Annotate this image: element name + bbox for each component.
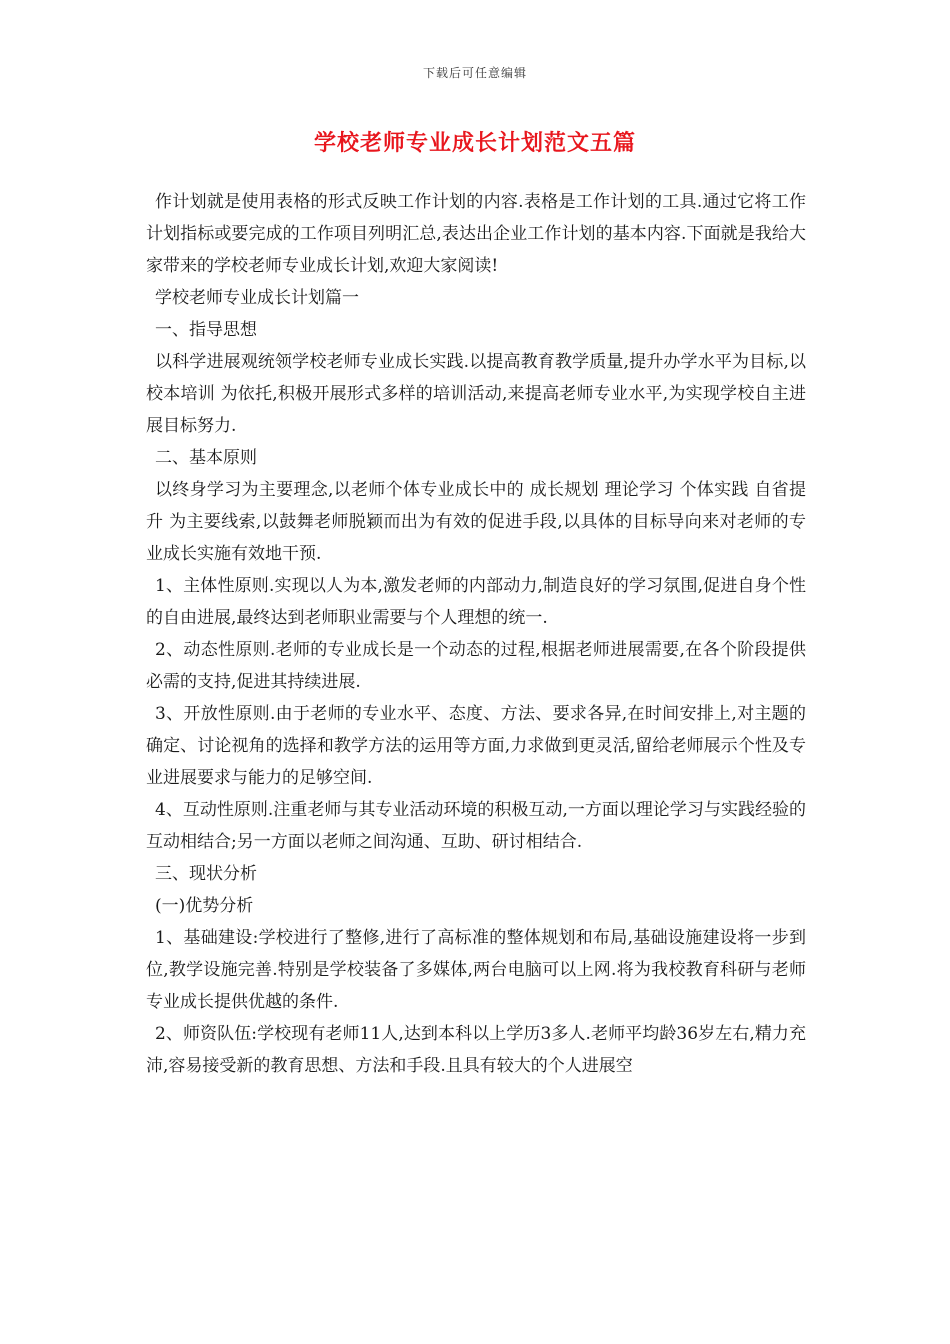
paragraph-intro: 作计划就是使用表格的形式反映工作计划的内容.表格是工作计划的工具.通过它将工作计划指标或要完成的工作项目列明汇总,表达出企业工作计划的基本内容.下面就是我给大家带来的学校老师专业成长计划,欢迎大家阅读! (146, 192, 806, 276)
paragraph-principle-1: 1、主体性原则.实现以人为本,激发老师的内部动力,制造良好的学习氛围,促进自身个性的自由进展,最终达到老师职业需要与个人理想的统一. (146, 576, 806, 628)
paragraph-heading-guiding: 一、指导思想 (155, 320, 257, 340)
document-title: 学校老师专业成长计划范文五篇 (313, 130, 636, 156)
paragraph-heading-status: 三、现状分析 (155, 864, 257, 884)
header-note: 下载后可任意编辑 (422, 66, 527, 80)
paragraph-principle-2: 2、动态性原则.老师的专业成长是一个动态的过程,根据老师进展需要,在各个阶段提供必需的支持,促进其持续进展. (146, 640, 806, 692)
paragraph-principle-4: 4、互动性原则.注重老师与其专业活动环境的积极互动,一方面以理论学习与实践经验的互动相结合;另一方面以老师之间沟通、互助、研讨相结合. (146, 800, 806, 852)
document-body (146, 186, 806, 1082)
paragraph-principle-3: 3、开放性原则.由于老师的专业水平、态度、方法、要求各异,在时间安排上,对主题的确定、讨论视角的选择和教学方法的运用等方面,力求做到更灵活,留给老师展示个性及专业进展要求与能力的足够空间. (146, 704, 806, 788)
paragraph-guiding-text: 以科学进展观统领学校老师专业成长实践.以提高教育教学质量,提升办学水平为目标,以 校本培训 为依托,积极开展形式多样的培训活动,来提高老师专业水平,为实现学校自主进展目标努力. (146, 352, 806, 436)
paragraph-advantage-2: 2、师资队伍:学校现有老师11人,达到本科以上学历3多人.老师平均龄36岁左右,精力充沛,容易接受新的教育思想、方法和手段.且具有较大的个人进展空 (146, 1024, 806, 1076)
paragraph-advantage-1: 1、基础建设:学校进行了整修,进行了高标准的整体规划和布局,基础设施建设将一步到位,教学设施完善.特别是学校装备了多媒体,两台电脑可以上网.将为我校教育科研与老师专业成长提供优越的条件. (146, 928, 806, 1012)
paragraph-section-heading: 学校老师专业成长计划篇一 (155, 288, 359, 308)
paragraph-heading-principles: 二、基本原则 (155, 448, 257, 468)
paragraph-heading-advantages: (一)优势分析 (155, 896, 254, 916)
paragraph-principles-text: 以终身学习为主要理念,以老师个体专业成长中的 成长规划 理论学习 个体实践 自省提升 为主要线索,以鼓舞老师脱颖而出为有效的促进手段,以具体的目标导向来对老师的专业成长实施有效地干预. (146, 480, 806, 564)
